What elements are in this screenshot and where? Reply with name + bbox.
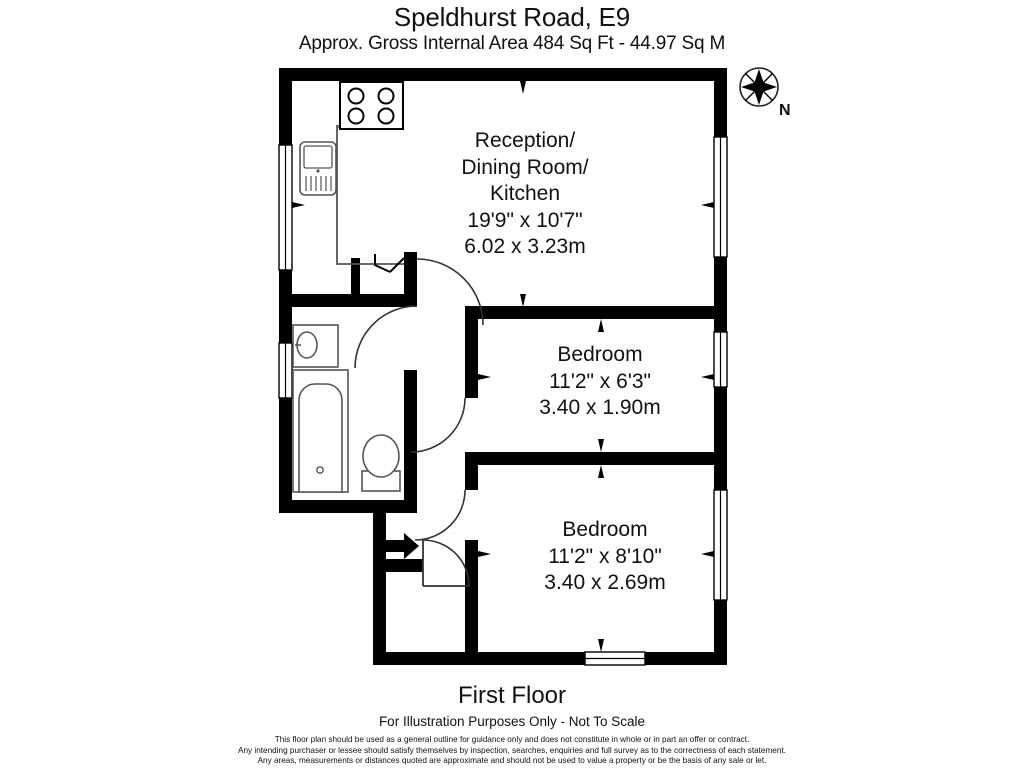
arrow-marker <box>478 551 491 557</box>
room-label-bedroom-1 <box>500 342 700 422</box>
window-bottom-bedroom2 <box>585 652 645 665</box>
hob-icon <box>340 82 403 129</box>
arrow-marker <box>598 439 604 452</box>
window-left-bathroom <box>279 343 292 398</box>
room-name-line1: Reception/ <box>474 129 576 152</box>
toilet-icon <box>362 435 400 491</box>
disclaimer <box>0 735 1024 767</box>
window-right-bedroom1 <box>714 332 727 387</box>
wall-bedroom1-bedroom2 <box>465 452 715 465</box>
wall-entrance-recess-left <box>373 559 386 652</box>
wall-reception-bedroom1 <box>465 306 715 319</box>
gross-internal-area-subtitle: Approx. Gross Internal Area 484 Sq Ft - 44.97 Sq M <box>298 33 726 54</box>
wall-hall-vertical-mid <box>465 452 478 490</box>
compass-north-label: N <box>779 102 791 119</box>
door-swing-bedroom1 <box>411 398 465 452</box>
cupboard-bifold-doors <box>375 254 404 272</box>
room-dims-feet: 11'2" x 8'10" <box>548 544 662 568</box>
disclaimer-line-3: Any areas, measurements or distances quoted are approximate and should not be used to value a property or be the basis of any sale or let. <box>257 756 767 765</box>
worktop-edge <box>337 126 404 264</box>
wall-hall-vertical-lower <box>465 540 478 652</box>
arrow-marker <box>701 374 714 380</box>
disclaimer-line-2: Any intending purchaser or lessee should satisfy themselves by inspection, searches, enquiries and full survey as to the correctness of each statement. <box>238 745 786 755</box>
arrow-marker <box>478 374 491 380</box>
room-name-line3: Kitchen <box>489 182 561 205</box>
bath-tub-icon <box>293 370 348 492</box>
room-dims-feet: 19'9" x 10'7" <box>467 208 583 232</box>
window-left-kitchen <box>279 145 292 270</box>
window-right-bedroom2 <box>714 490 727 600</box>
arrow-marker <box>598 639 604 652</box>
wall-bathroom-bottom <box>279 500 417 513</box>
arrow-marker <box>598 465 604 478</box>
wall-hall-vertical-upper <box>465 306 478 398</box>
arrow-marker <box>701 202 714 208</box>
kitchen-fixtures <box>292 82 404 264</box>
arrow-marker <box>520 81 526 94</box>
door-swing-bedroom2 <box>415 490 465 540</box>
room-name: Bedroom <box>557 343 643 366</box>
wall-reception-bathroom <box>279 294 414 307</box>
room-label-bedroom-2 <box>505 517 705 597</box>
room-label-reception <box>405 128 645 261</box>
floor-label: First Floor <box>458 682 566 709</box>
door-swing-bathroom <box>355 306 417 368</box>
room-dims-feet: 11'2" x 6'3" <box>549 369 651 393</box>
arrow-marker <box>598 319 604 332</box>
page-title: Speldhurst Road, E9 <box>393 2 631 32</box>
entrance-arrow-icon <box>383 533 419 559</box>
room-dims-metres: 3.40 x 1.90m <box>539 396 661 419</box>
room-name: Bedroom <box>562 518 648 541</box>
door-swing-entrance <box>423 540 469 586</box>
wash-basin-icon <box>293 325 338 367</box>
arrow-marker <box>292 202 305 208</box>
compass-rose-icon <box>738 66 780 108</box>
arrow-marker <box>520 294 526 307</box>
bathroom-fixtures <box>293 325 400 492</box>
illustration-note: For Illustration Purposes Only - Not To Scale <box>378 714 646 729</box>
window-right-reception <box>714 137 727 257</box>
wall-bathroom-right <box>404 370 417 513</box>
room-dims-metres: 3.40 x 2.69m <box>544 571 666 594</box>
sink-icon <box>300 142 336 195</box>
disclaimer-line-1: This floor plan should be used as a general outline for guidance only and does not constitute in whole or in part an offer or contract. <box>274 735 750 744</box>
room-name-line2: Dining Room/ <box>461 155 589 179</box>
room-dims-metres: 6.02 x 3.23m <box>464 235 586 258</box>
